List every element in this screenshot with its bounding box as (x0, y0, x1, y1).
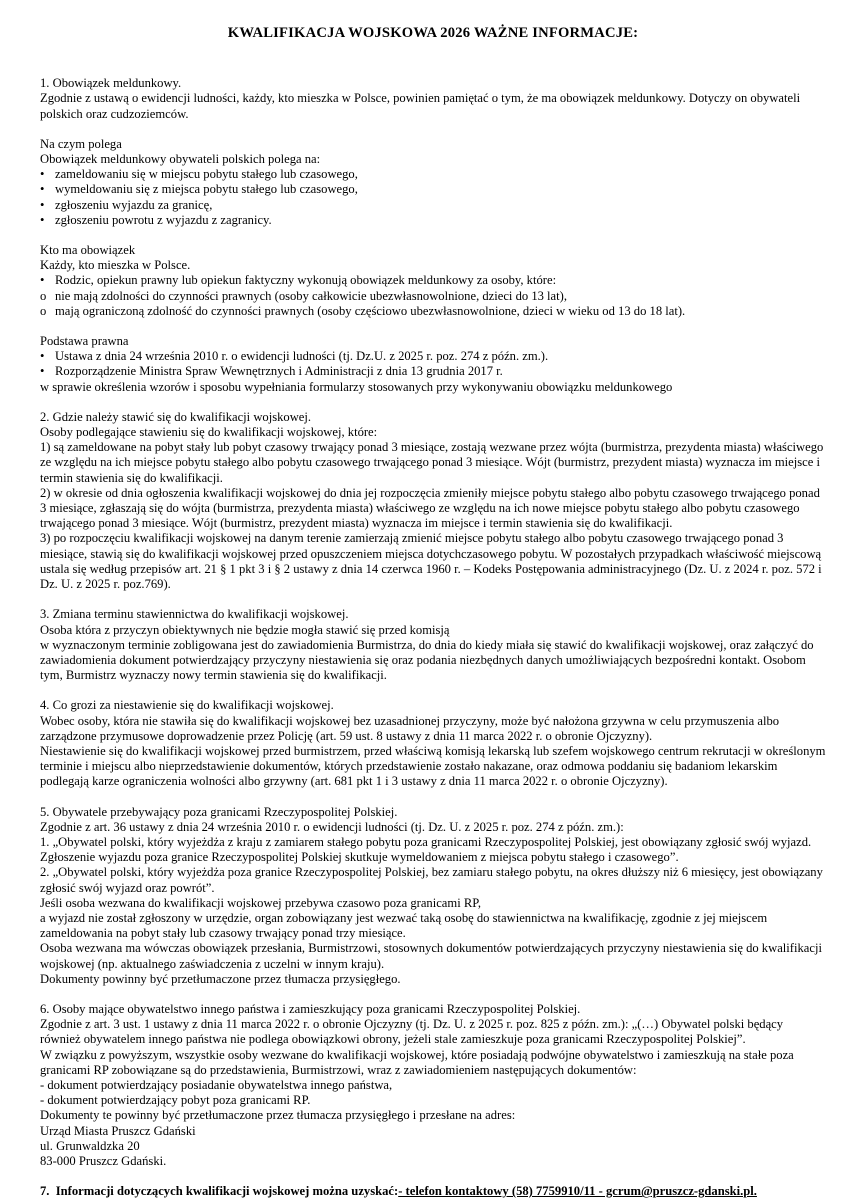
page-title: KWALIFIKACJA WOJSKOWA 2026 WAŻNE INFORMACJE: (227, 25, 639, 41)
s5-p1: 1. „Obywatel polski, który wyjeżdża z kraju z zamiarem stałego pobytu poza granicami Rzeczypospolitej Polskiej, jest obowiązany zgłosić swój wyjazd. Zgłoszenie wyjazdu poza granice Rzeczypospolitej Polskiej skutkuje wymeldowaniem z miejsca pobytu stałego i czasowego”. (40, 834, 812, 865)
s5-p4: a wyjazd nie został zgłoszony w urzędzie, organ zobowiązany jest wezwać taką osobę do stawiennictwa na kwalifikację, zgodnie z jej miejscem zameldowania na pobyt stały lub czasowy trwający ponad trzy miesiące. (40, 910, 768, 941)
list-item: • zameldowaniu się w miejscu pobytu stałego lub czasowego, (40, 167, 358, 182)
s2-p1: 1) są zameldowane na pobyt stały lub pobyt czasowy trwający ponad 3 miesiące, zostają wezwane przez wójta (burmistrza, prezydenta miasta) właściwego ze względu na ich miejsce pobytu stałego albo pobytu czasowego trwającego ponad 3 miesiące. Wójt (burmistrz, prezydent miasta) wyznacza im miejsce i termin stawienia się do kwalifikacji. (40, 440, 824, 485)
s1-heading: 1. Obowiązek meldunkowy. (40, 76, 182, 91)
list-item: o mają ograniczoną zdolność do czynności prawnych (osoby częściowo ubezwłasnowolnione, dzieci w wieku od 13 do 18 lat). (40, 303, 686, 318)
s3-heading: 3. Zmiana terminu stawiennictwa do kwalifikacji wojskowej. (40, 607, 349, 622)
s2-p3: 3) po rozpoczęciu kwalifikacji wojskowej na danym terenie zamierzają zmienić miejsce pobytu stałego albo pobytu czasowego trwającego ponad 3 miesiące, stawią się do kwalifikacji wojskowej przed opuszczeniem miejsca dotychczasowego pobytu. W pozostałych przypadkach właściwość miejscową ustala się według przepisów art. 21 § 1 pkt 3 i § 2 ustawy z dnia 14 czerwca 1960 r. – Kodeks Postępowania administracyjnego (Dz. U. z 2024 r. poz. 572 i Dz. U. z 2025 r. poz.769). (40, 531, 822, 592)
s1-sub1: Na czym polega (40, 136, 122, 151)
s5-heading: 5. Obywatele przebywający poza granicami Rzeczypospolitej Polskiej. (40, 804, 398, 819)
list-item: o nie mają zdolności do czynności prawnych (osoby całkowicie ubezwłasnowolnione, dzieci do 13 lat), (40, 288, 567, 303)
list-item: • Rodzic, opiekun prawny lub opiekun faktyczny wykonują obowiązek meldunkowy za osoby, które: (40, 273, 557, 288)
s1-sub3-tail: w sprawie określenia wzorów i sposobu wypełniania formularzy stosowanych przy wykonywaniu obowiązku meldunkowego (40, 379, 673, 394)
s6-p3: Dokumenty te powinny być przetłumaczone przez tłumacza przysięgłego i przesłane na adres: (40, 1108, 516, 1123)
s1-sub2-intro: Każdy, kto mieszka w Polsce. (40, 258, 191, 273)
s6-d2: - dokument potwierdzający pobyt poza granicami RP. (40, 1093, 311, 1108)
s4-heading: 4. Co grozi za niestawienie się do kwalifikacji wojskowej. (40, 698, 334, 713)
list-item: • zgłoszeniu powrotu z wyjazdu z zagranicy. (40, 212, 272, 227)
list-item: • Ustawa z dnia 24 września 2010 r. o ewidencji ludności (tj. Dz.U. z 2025 r. poz. 274 z późn. zm.). (40, 349, 549, 364)
s1-sub1-intro: Obowiązek meldunkowy obywateli polskich polega na: (40, 152, 321, 167)
s6-p1: Zgodnie z art. 3 ust. 1 ustawy z dnia 11 marca 2022 r. o obronie Ojczyzny (tj. Dz. U. z 2025 r. poz. 825 z późn. zm.): „(…) Obywatel polski będący również obywatelem innego państwa nie podlega obowiązkowi obrony, jeżeli stale zamieszkuje poza granicami Rzeczypospolitej Polskiej”. (40, 1017, 784, 1047)
s2-intro: Osoby podlegające stawieniu się do kwalifikacji wojskowej, które: (40, 425, 378, 440)
s1-intro: Zgodnie z ustawą o ewidencji ludności, każdy, kto mieszka w Polsce, powinien pamiętać o tym, że ma obowiązek meldunkowy. Dotyczy on obywateli polskich oraz cudzoziemców. (40, 91, 801, 121)
s5-p2: 2. „Obywatel polski, który wyjeżdża poza granice Rzeczypospolitej Polskiej, bez zamiaru stałego pobytu, na okres dłuższy niż 6 miesięcy, jest obowiązany zgłosić swój wyjazd oraz powrót”. (40, 865, 823, 895)
s4-p2: Niestawienie się do kwalifikacji wojskowej przed burmistrzem, przed właściwą komisją lekarską lub szefem wojskowego centrum rekrutacji w określonym terminie i miejscu albo nieprzedstawienie dokumentów, których przedstawienie zostało nakazane, oraz odmowa poddaniu się badaniom lekarskim podlegają karze ograniczenia wolności albo grzywny (art. 681 pkt 1 i 3 ustawy z dnia 11 marca 2022 r. o obronie Ojczyzny). (40, 743, 826, 789)
s1-sub3: Podstawa prawna (40, 334, 129, 349)
contact-info-link[interactable]: - telefon kontaktowy (58) 7759910/11 - gcrum@pruszcz-gdanski.pl. (398, 1184, 757, 1199)
s2-p2: 2) w okresie od dnia ogłoszenia kwalifikacji wojskowej do dnia jej rozpoczęcia zmieniły miejsce pobytu stałego albo pobytu czasowego trwającego ponad 3 miesiące, zgłaszają się do wójta (burmistrza, prezydenta miasta) właściwego ze względu na ich nowe miejsce pobytu stałego albo pobytu czasowego trwającego ponad 3 miesiące. Wójt (burmistrz, prezydent miasta) wyznacza im miejsce i termin stawienia się do kwalifikacji. (40, 485, 820, 531)
s1-sub2: Kto ma obowiązek (40, 243, 136, 258)
address-line: 83-000 Pruszcz Gdański. (40, 1154, 167, 1168)
s6-heading: 6. Osoby mające obywatelstwo innego państwa i zamieszkujący poza granicami Rzeczypospolitej Polskiej. (40, 1001, 581, 1016)
s6-d1: - dokument potwierdzający posiadanie obywatelstwa innego państwa, (40, 1077, 393, 1092)
s3-body: w wyznaczonym terminie zobligowana jest do zawiadomienia Burmistrza, do dnia do kiedy miała się stawić do kwalifikacji wojskowej, oraz załączyć do zawiadomienia dokument potwierdzający przyczyny niestawienia się oraz podania niezbędnych danych umożliwiających bezpośredni kontakt. Osobom tym, Burmistrz wyznaczy nowy termin stawienia się do kwalifikacji. (40, 637, 814, 683)
s2-heading: 2. Gdzie należy stawić się do kwalifikacji wojskowej. (40, 409, 312, 424)
s5-intro: Zgodnie z art. 36 ustawy z dnia 24 września 2010 r. o ewidencji ludności (tj. Dz. U. z 2025 r. poz. 274 z późn. zm.): (40, 819, 624, 834)
s3-line1: Osoba która z przyczyn obiektywnych nie będzie mogła stawić się przed komisją (40, 622, 450, 637)
list-item: • wymeldowaniu się z miejsca pobytu stałego lub czasowego, (40, 182, 358, 197)
s4-p1: Wobec osoby, która nie stawiła się do kwalifikacji wojskowej bez uzasadnionej przyczyny, może być nałożona grzywna w celu przymuszenia albo zarządzone przymusowe doprowadzenie przez Policję (art. 59 ust. 8 ustawy z dnia 11 marca 2022 r. o obronie Ojczyzny). (40, 713, 780, 743)
address-line: ul. Grunwaldzka 20 (40, 1138, 140, 1153)
s7-contact-line: 7. Informacji dotyczących kwalifikacji wojskowej można uzyskać:- telefon kontaktowy (58) 7759910/11 - gcrum@pruszcz-gdanski.pl. (40, 1184, 757, 1199)
s5-p6: Dokumenty powinny być przetłumaczone przez tłumacza przysięgłego. (40, 971, 401, 986)
s5-p3: Jeśli osoba wezwana do kwalifikacji wojskowej przebywa czasowo poza granicami RP, (40, 895, 481, 910)
s6-p2: W związku z powyższym, wszystkie osoby wezwane do kwalifikacji wojskowej, które posiadają podwójne obywatelstwo i zamieszkują na stałe poza granicami RP zobowiązane są do przedstawienia, Burmistrzowi, wraz z zawiadomieniem następujących dokumentów: (40, 1047, 794, 1077)
list-item: • Rozporządzenie Ministra Spraw Wewnętrznych i Administracji z dnia 13 grudnia 2017 r. (40, 364, 503, 379)
s5-p5: Osoba wezwana ma wówczas obowiązek przesłania, Burmistrzowi, stosownych dokumentów potwierdzających przyczyny niestawienia się do kwalifikacji wojskowej (np. aktualnego zaświadczenia z uczelni w innym kraju). (40, 941, 822, 971)
s7-lead: Informacji dotyczących kwalifikacji wojskowej można uzyskać: (55, 1184, 399, 1199)
address-line: Urząd Miasta Pruszcz Gdański (40, 1123, 196, 1138)
list-item: • zgłoszeniu wyjazdu za granicę, (40, 197, 213, 212)
